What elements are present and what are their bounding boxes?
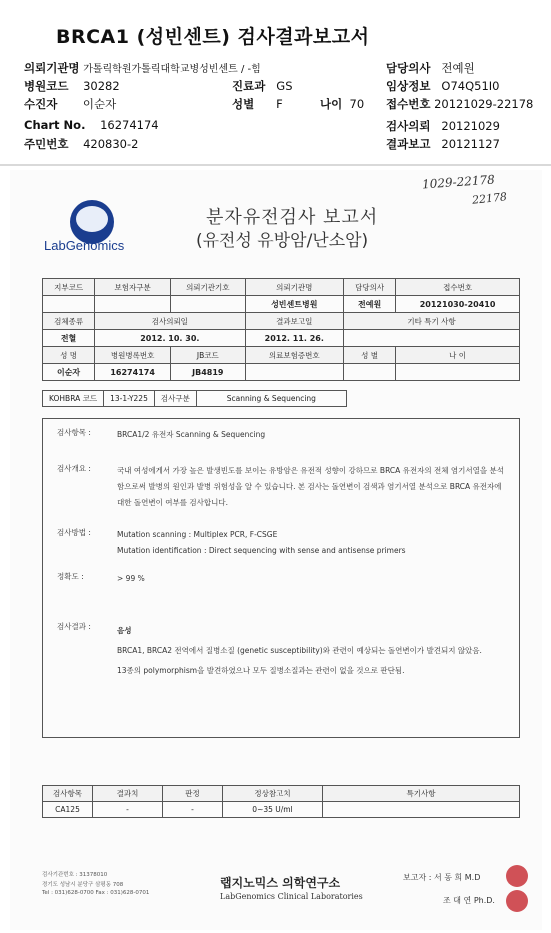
table-cell: 기타 특기 사항: [344, 313, 520, 330]
table-cell: 16274174: [95, 364, 171, 381]
result-header: [0, 0, 551, 165]
table-cell: JB4819: [171, 364, 245, 381]
field-resident-no: 주민번호 420830-2: [24, 137, 139, 151]
table-cell: JB코드: [171, 347, 245, 364]
table-cell: [171, 296, 245, 313]
table-cell: [245, 364, 344, 381]
field-receipt-no: 접수번호 20121029-22178: [386, 97, 534, 111]
field-patient: 수진자 이순자: [24, 97, 117, 111]
test-type-value: Scanning & Sequencing: [196, 391, 346, 407]
table-cell: 성 별: [344, 347, 396, 364]
table-cell: 이순자: [43, 364, 95, 381]
logo-text: LabGenomics: [44, 238, 125, 253]
director-sign: 조 대 연 Ph.D.: [443, 896, 495, 905]
report-subtitle: (유전성 유방암/난소암): [196, 231, 369, 251]
row-text: [117, 621, 509, 681]
row-text: > 99 %: [117, 574, 145, 583]
footer-line: 검사기관번호 : 31378010: [42, 872, 108, 878]
table-cell: 결과치: [93, 786, 163, 802]
footer-line: 경기도 성남시 분당구 삼평동 708: [42, 882, 124, 888]
handwritten-note-2: 22178: [471, 190, 508, 207]
row-label: 검사결과 :: [57, 622, 91, 631]
row-text: BRCA1/2 유전자 Scanning & Sequencing: [117, 430, 266, 439]
table-cell: [344, 330, 520, 347]
row-label: 검사방법 :: [57, 528, 91, 537]
table-cell: -: [163, 802, 223, 818]
table-cell: 성빈센트병원: [245, 296, 344, 313]
reporter-sign: 보고자 : 서 동 희 M.D: [403, 873, 481, 882]
table-cell: 전예원: [344, 296, 396, 313]
kohbra-label: KOHBRA 코드: [43, 391, 104, 407]
table-cell: [323, 802, 520, 818]
kohbra-table: [42, 390, 347, 407]
seal-stamp-icon: [506, 865, 528, 887]
table-cell: 보험자구분: [95, 279, 171, 296]
scanned-report: [10, 170, 542, 930]
handwritten-note: 1029-22178: [421, 172, 496, 192]
table-cell: 지부코드: [43, 279, 95, 296]
report-title: 분자유전검사 보고서: [206, 207, 379, 228]
table-cell: 0~35 U/ml: [223, 802, 323, 818]
table-cell: 검체종류: [43, 313, 95, 330]
row-text: 국내 여성에게서 가장 높은 발생빈도를 보이는 유방암은 유전적 성향이 강하므로 BRCA 유전자의 전체 염기서열을 분석함으로써 발병의 원인과 발병 위험성을 알 수 있습니다. 본 검사는 돌연변이 검색과 염기서열 분석으로 BRCA 유전자에 대한 돌연변이 여부를 검사합니다.: [117, 466, 504, 507]
table-cell: 나 이: [396, 347, 520, 364]
field-request-date: 검사의뢰 20121029: [386, 119, 500, 133]
table-cell: 성 명: [43, 347, 95, 364]
result-line-1: BRCA1, BRCA2 전역에서 질병소질 (genetic susceptibility)와 관련이 예상되는 돌연변이가 발견되지 않았음.: [117, 646, 482, 655]
test-type-label: 검사구분: [154, 391, 196, 407]
table-cell: -: [93, 802, 163, 818]
table-cell: 결과보고일: [245, 313, 344, 330]
table-cell: 검사의뢰일: [95, 313, 245, 330]
field-report-date: 결과보고 20121127: [386, 137, 500, 151]
table-cell: 전혈: [43, 330, 95, 347]
table-cell: 정상참고치: [223, 786, 323, 802]
summary-row: [57, 463, 509, 513]
table-cell: 20121030-20410: [396, 296, 520, 313]
row-label: 검사항목 :: [57, 428, 91, 437]
field-institution: 의뢰기관명 가톨릭학원가톨릭대학교병성빈센트 / -힘: [24, 61, 261, 75]
table-cell: 의뢰기관기호: [171, 279, 245, 296]
patient-info-table: [42, 278, 520, 381]
table-cell: 2012. 10. 30.: [95, 330, 245, 347]
table-cell: 의료보험증번호: [245, 347, 344, 364]
lab-name-english: LabGenomics Clinical Laboratories: [220, 892, 363, 901]
table-cell: 특기사항: [323, 786, 520, 802]
field-sex: 성별 F: [232, 97, 283, 111]
table-cell: CA125: [43, 802, 93, 818]
table-cell: [43, 296, 95, 313]
table-cell: [95, 296, 171, 313]
table-cell: 접수번호: [396, 279, 520, 296]
table-cell: 판정: [163, 786, 223, 802]
field-clinical-info: 임상정보 O74Q51I0: [386, 79, 500, 93]
table-cell: 담당의사: [344, 279, 396, 296]
table-cell: [344, 364, 396, 381]
method-line-2: Mutation identification : Direct sequencing with sense and antisense primers: [117, 546, 406, 555]
report-body: [42, 418, 520, 738]
field-doctor: 담당의사 전예원: [386, 61, 475, 75]
method-line-1: Mutation scanning : Multiplex PCR, F-CSGE: [117, 530, 278, 539]
table-cell: [396, 364, 520, 381]
field-age: 나이 70: [320, 97, 365, 111]
row-label: 검사개요 :: [57, 464, 91, 473]
field-department: 진료과 GS: [232, 79, 293, 93]
lab-name-korean: 랩지노믹스 의학연구소: [220, 876, 341, 890]
field-chart-no: Chart No. 16274174: [24, 118, 159, 132]
row-label: 정확도 :: [57, 572, 84, 581]
marker-table: [42, 785, 520, 818]
header-divider: [0, 164, 551, 166]
field-hospital-code: 병원코드 30282: [24, 79, 120, 93]
table-cell: 2012. 11. 26.: [245, 330, 344, 347]
table-cell: 의뢰기관명: [245, 279, 344, 296]
result-head: 음성: [117, 626, 132, 635]
table-cell: 검사항목: [43, 786, 93, 802]
kohbra-code: 13-1-Y225: [104, 391, 155, 407]
result-line-2: 13종의 polymorphism을 발견하였으나 모두 질병소질과는 관련이 없을 것으로 판단됨.: [117, 666, 405, 675]
table-cell: 병원병록번호: [95, 347, 171, 364]
row-text: [117, 527, 509, 559]
seal-stamp-icon: [506, 890, 528, 912]
footer-line: Tel : 031)628-0700 Fax : 031)628-0701: [42, 890, 150, 896]
page-title: BRCA1 (성빈센트) 검사결과보고서: [56, 26, 370, 48]
